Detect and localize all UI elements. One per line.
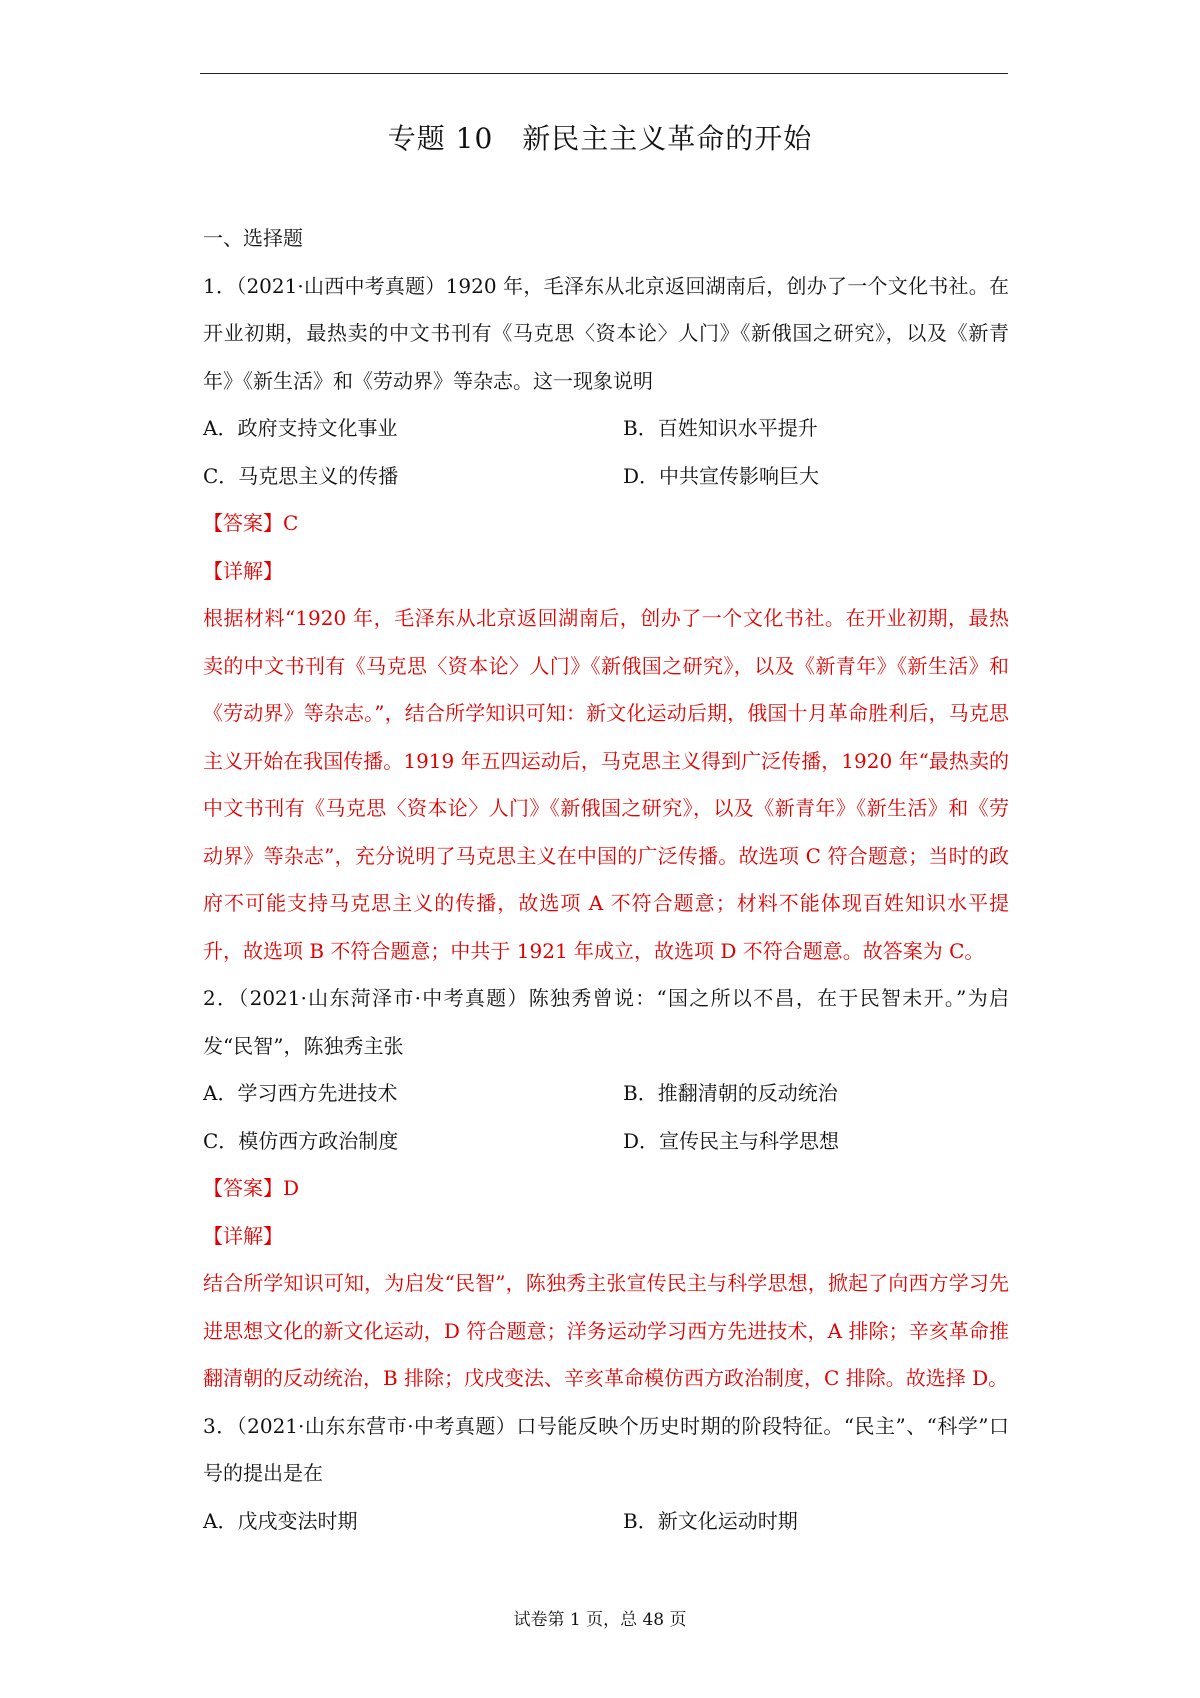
question-3 xyxy=(203,1403,1009,1546)
option-c: C．马克思主义的传播 xyxy=(203,463,399,488)
options-row xyxy=(203,453,1009,501)
option-a: A．政府支持文化事业 xyxy=(203,416,398,440)
answer-label: 【答案】 xyxy=(203,1176,283,1200)
question-2 xyxy=(203,975,1009,1403)
options-row xyxy=(203,1070,1009,1118)
answer-line xyxy=(203,500,1009,548)
option-b: B．推翻清朝的反动统治 xyxy=(623,1081,838,1105)
question-1 xyxy=(203,263,1009,976)
question-stem: 1．（2021·山西中考真题）1920 年，毛泽东从北京返回湖南后，创办了一个文化书社。在开业初期，最热卖的中文书刊有《马克思〈资本论〉人门》《新俄国之研究》，以及《新青年》《新生活》和《劳动界》等杂志。这一现象说明 xyxy=(203,273,1009,393)
page-footer: 试卷第 1 页，总 48 页 xyxy=(513,1610,687,1630)
document-body xyxy=(203,215,1009,1545)
options-row xyxy=(203,1498,1009,1546)
option-b: B．新文化运动时期 xyxy=(623,1508,798,1533)
header-rule xyxy=(200,73,1008,74)
option-d: D．中共宣传影响巨大 xyxy=(623,463,820,488)
answer-value: C xyxy=(283,511,299,535)
option-d: D．宣传民主与科学思想 xyxy=(623,1128,840,1153)
options-row xyxy=(203,1118,1009,1166)
explanation: 结合所学知识可知，为启发“民智”，陈独秀主张宣传民主与科学思想，掀起了向西方学习先进思想文化的新文化运动，D 符合题意；洋务运动学习西方先进技术，A 排除；辛亥革命推翻清朝的反动统治，B 排除；戊戌变法、辛亥革命模仿西方政治制度，C 排除。故选择 D。 xyxy=(203,1271,1009,1390)
explanation: 根据材料“1920 年，毛泽东从北京返回湖南后，创办了一个文化书社。在开业初期，最热卖的中文书刊有《马克思〈资本论〉人门》《新俄国之研究》，以及《新青年》《新生活》和《劳动界》等杂志。”，结合所学知识可知：新文化运动后期，俄国十月革命胜利后，马克思主义开始在我国传播。1919 年五四运动后，马克思主义得到广泛传播，1920 年“最热卖的中文书刊有《马克思〈资本论〉人门》《新俄国之研究》，以及《新青年》《新生活》和《劳动界》等杂志”，充分说明了马克思主义在中国的广泛传播。故选项 C 符合题意；当时的政府不可能支持马克思主义的传播，故选项 A 不符合题意；材料不能体现百姓知识水平提升，故选项 B 不符合题意；中共于 1921 年成立，故选项 D 不符合题意。故答案为 C。 xyxy=(203,606,1009,963)
question-stem: 3．（2021·山东东营市·中考真题）口号能反映个历史时期的阶段特征。“民主”、“科学”口号的提出是在 xyxy=(203,1413,1009,1485)
option-a: A．戊戌变法时期 xyxy=(203,1508,358,1533)
explain-label: 【详解】 xyxy=(203,1223,283,1248)
option-b: B．百姓知识水平提升 xyxy=(623,416,818,440)
options-row xyxy=(203,405,1009,453)
option-a: A．学习西方先进技术 xyxy=(203,1081,398,1105)
answer-value: D xyxy=(283,1176,300,1200)
page-title: 专题 10 新民主主义革命的开始 xyxy=(387,121,813,155)
answer-line xyxy=(203,1165,1009,1213)
explain-label: 【详解】 xyxy=(203,558,283,583)
section-heading: 一、选择题 xyxy=(203,226,303,250)
answer-label: 【答案】 xyxy=(203,511,283,535)
question-stem: 2．（2021·山东菏泽市·中考真题）陈独秀曾说：“国之所以不昌，在于民智未开。”为启发“民智”，陈独秀主张 xyxy=(203,986,1009,1058)
option-c: C．模仿西方政治制度 xyxy=(203,1128,399,1153)
